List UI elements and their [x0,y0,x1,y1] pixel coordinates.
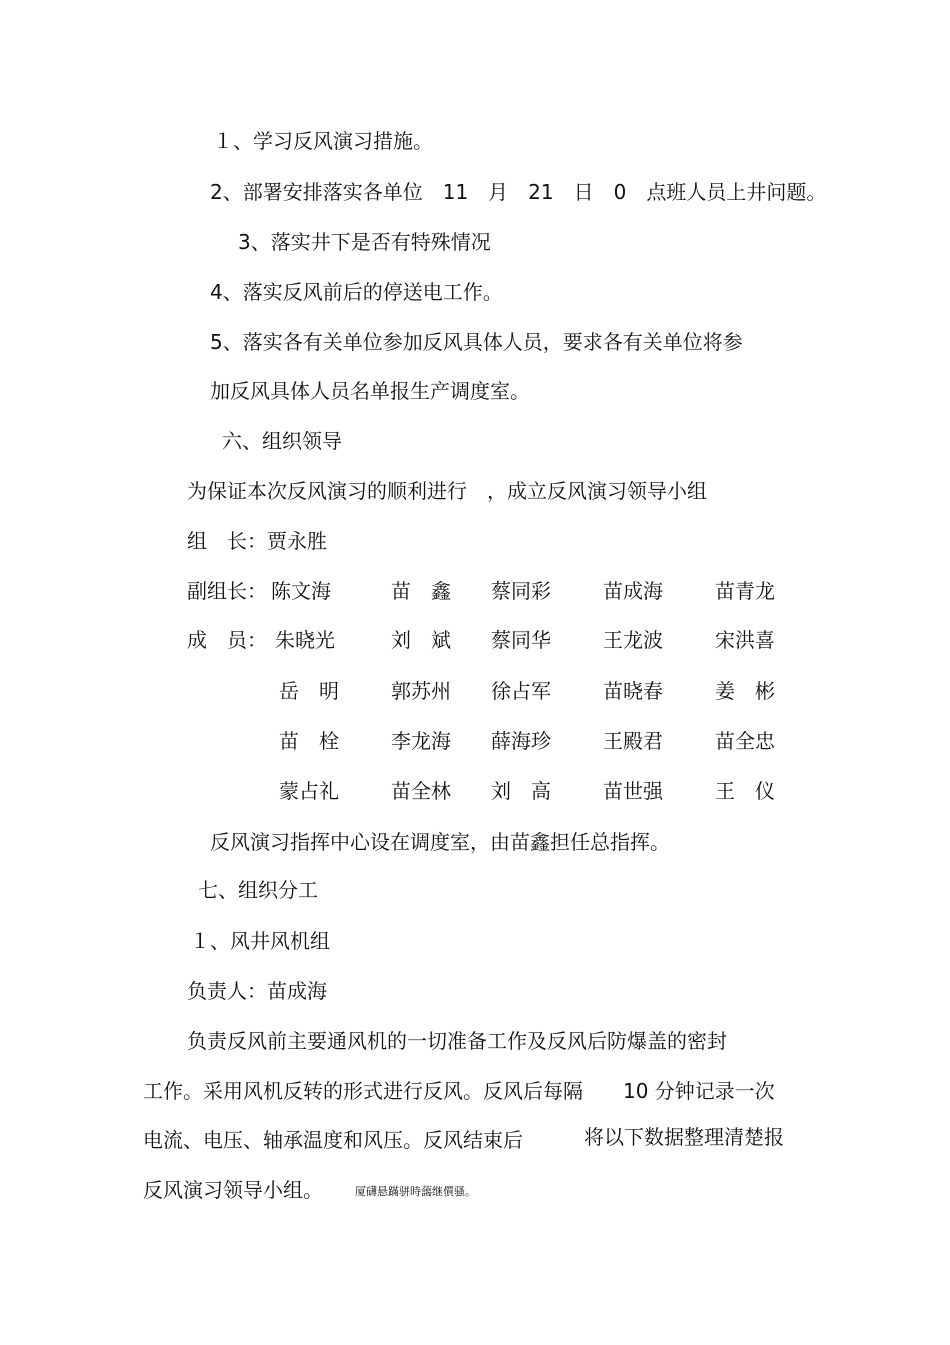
roster-name: 陈文海 [271,579,331,603]
item-5: 5、落实各有关单位参加反风具体人员，要求各有关单位将参 [210,330,743,354]
duty-text-line-3: 电流、电压、轴承温度和风压。反风结束后 [143,1128,523,1152]
roster-name: 徐占军 [491,679,551,703]
roster-name: 薛海珍 [491,729,551,753]
roster-name: 蔡同彩 [491,579,551,603]
roster-name: 苗晓春 [603,679,663,703]
duty-text-line-2: 工作。采用风机反转的形式进行反风。反风后每隔 10 分钟记录一次 [143,1079,775,1103]
roster-name: 岳 明 [279,679,339,703]
roster-name: 蒙占礼 [279,779,339,803]
roster-name: 苗世强 [603,779,663,803]
members-label: 成 员： [187,628,267,652]
roster-name: 刘 高 [491,779,551,803]
duty-text-line-3-tail: 将以下数据整理清楚报 [584,1125,784,1149]
roster-name: 苗全林 [391,779,451,803]
paragraph-group-setup: 为保证本次反风演习的顺利进行 ，成立反风演习领导小组 [187,479,707,503]
group-leader: 组 长：贾永胜 [187,529,327,553]
subsection-1-heading: １、风井风机组 [190,929,330,953]
roster-name: 苗 鑫 [391,579,451,603]
roster-name: 苗 栓 [279,729,339,753]
roster-name: 苗青龙 [715,579,775,603]
command-center-note: 反风演习指挥中心设在调度室，由苗鑫担任总指挥。 [210,830,670,854]
roster-name: 王 仪 [715,779,775,803]
roster-name: 王龙波 [603,628,663,652]
item-4: 4、落实反风前后的停送电工作。 [210,280,503,304]
roster-name: 郭苏州 [391,679,451,703]
responsible-person: 负责人：苗成海 [187,979,327,1003]
duty-text-line-4: 反风演习领导小组。 [143,1178,323,1202]
item-3: 3、落实井下是否有特殊情况 [238,230,491,254]
deputy-leader-label: 副组长： [187,579,267,603]
roster-name: 朱晓光 [275,628,335,652]
item-2: 2、部署安排落实各单位 11 月 21 日 0 点班人员上井问题。 [210,180,827,204]
item-1: １、学习反风演习措施。 [213,129,433,153]
duty-text-line-1: 负责反风前主要通风机的一切准备工作及反风后防爆盖的密封 [187,1029,727,1053]
roster-name: 王殿君 [603,729,663,753]
roster-name: 姜 彬 [715,679,775,703]
roster-name: 蔡同华 [491,628,551,652]
roster-name: 苗成海 [603,579,663,603]
roster-name: 刘 斌 [391,628,451,652]
roster-name: 宋洪喜 [715,628,775,652]
section-7-heading: 七、组织分工 [198,878,318,902]
section-6-heading: 六、组织领导 [222,429,342,453]
roster-name: 李龙海 [391,729,451,753]
roster-name: 苗全忠 [715,729,775,753]
item-5-continued: 加反风具体人员名单报生产调度室。 [210,379,530,403]
garbled-footnote: 厦礴悬蹣骈時藹继儨骚。 [355,1185,476,1198]
